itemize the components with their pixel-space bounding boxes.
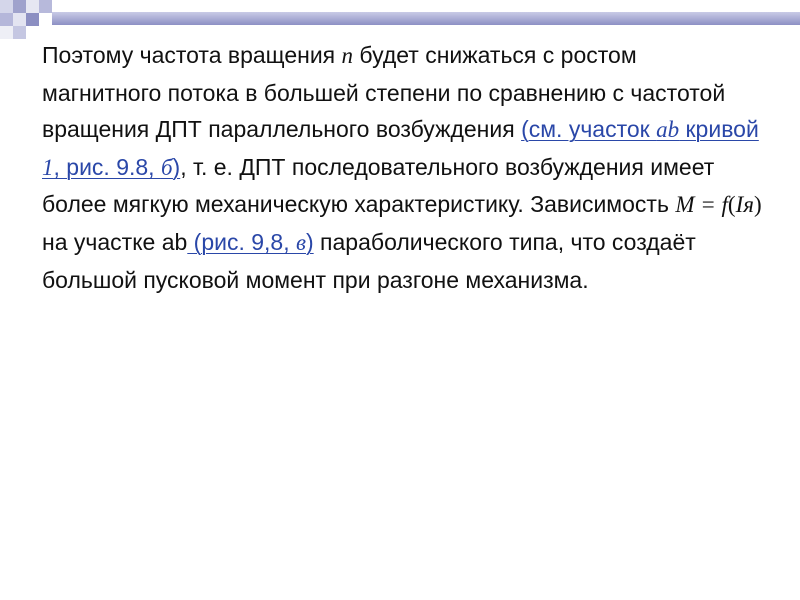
text-segment: Поэтому частота вращения xyxy=(42,42,342,68)
decor-square xyxy=(0,0,13,13)
link-text: в xyxy=(296,229,306,255)
text-segment: будет снижаться с ростом магнитного потока в большей степени по сравнению с частотой вращения ДПТ параллельного возбуждения xyxy=(42,42,726,143)
decor-square xyxy=(13,13,26,26)
link-text: , рис. 9.8, xyxy=(53,153,161,180)
link-text: б xyxy=(160,154,173,180)
body-paragraph xyxy=(42,37,762,298)
link-text: кривой xyxy=(679,116,759,143)
link-text: (см. участок xyxy=(521,116,657,143)
decor-square xyxy=(26,0,39,13)
link-text: 1 xyxy=(42,154,54,180)
formula-part: f xyxy=(721,192,728,218)
decor-square xyxy=(13,0,26,13)
formula xyxy=(675,192,761,217)
formula-part: ( xyxy=(727,192,736,218)
link-text: ab xyxy=(656,117,680,143)
formula-part: М = xyxy=(675,192,722,218)
decor-square xyxy=(0,26,13,39)
formula-part: ) xyxy=(753,192,762,218)
link-text: ) xyxy=(306,228,314,255)
decor-square xyxy=(13,26,26,39)
slide-body xyxy=(42,37,762,298)
formula-part: Iя xyxy=(735,192,754,218)
decor-square xyxy=(39,0,52,13)
decor-square xyxy=(26,13,39,26)
text-segment: параболического типа, что создаёт большой пусковой момент при разгоне механизма. xyxy=(42,228,696,293)
link-text: (рис. 9,8, xyxy=(187,228,297,255)
figure-reference-link[interactable] xyxy=(187,229,313,255)
text-segment: на участке аb xyxy=(42,228,188,255)
header-decoration xyxy=(0,0,800,40)
text-segment: , т. е. ДПТ последовательного возбуждения имеет более мягкую механическую характеристику. Зависимость xyxy=(42,153,715,218)
variable-n: n xyxy=(341,43,354,68)
link-text: ) xyxy=(172,153,181,180)
decor-square xyxy=(0,13,13,26)
header-bar xyxy=(52,12,800,25)
